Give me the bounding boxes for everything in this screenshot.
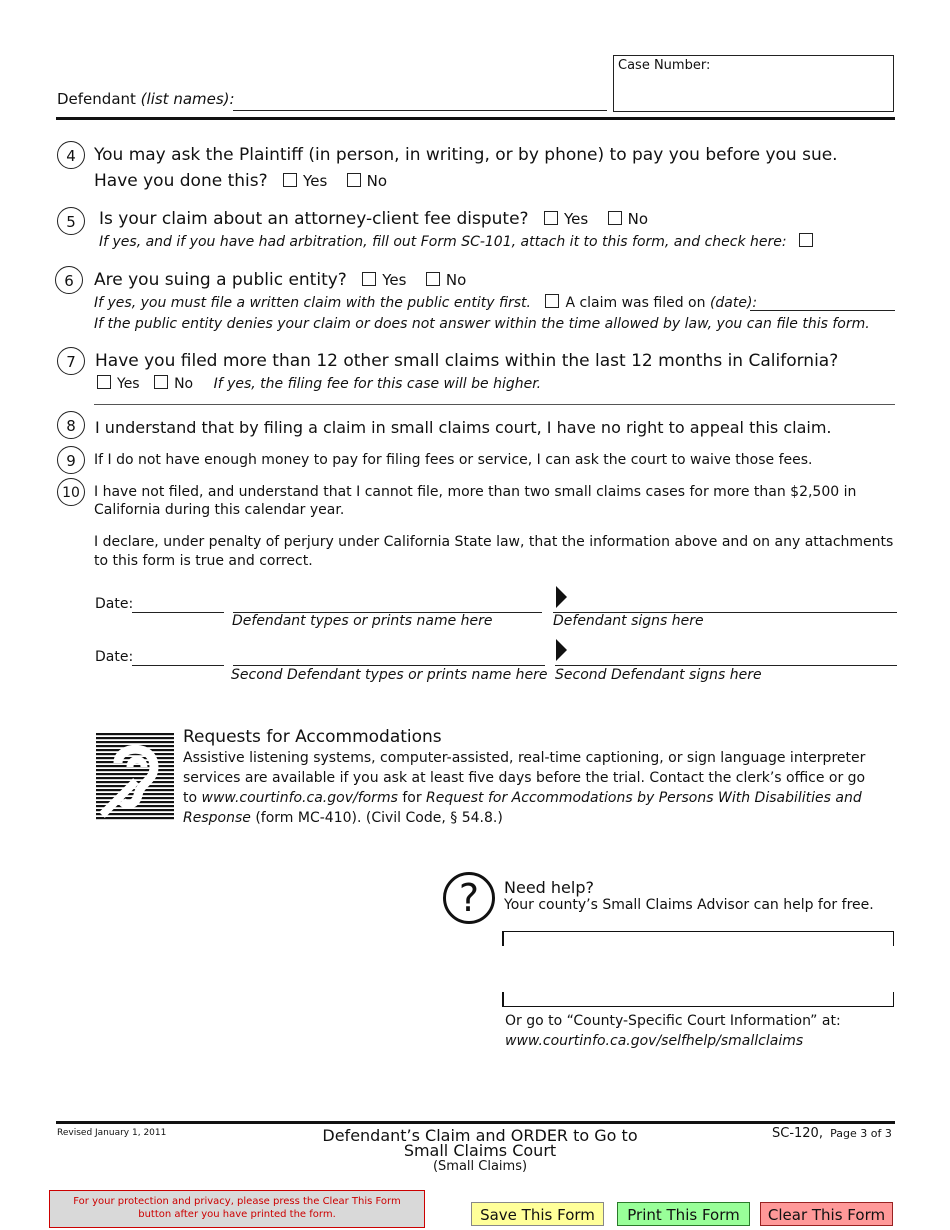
q5-sub: If yes, and if you have had arbitration, fill out Form SC-101, attach it to this form, and check here: xyxy=(99,233,819,250)
q4-text: You may ask the Plaintiff (in person, in writing, or by phone) to pay you before you sue. xyxy=(94,145,838,165)
clear-form-button[interactable]: Clear This Form xyxy=(760,1202,893,1226)
item-number-10: 10 xyxy=(57,478,85,506)
declaration-text: I declare, under penalty of perjury under California State law, that the information above and on any attachments to this form is true and correct. xyxy=(94,534,894,569)
help-icon: ? xyxy=(443,872,495,924)
q6-no-checkbox[interactable] xyxy=(426,272,440,286)
q6-claim-filed-checkbox[interactable] xyxy=(545,294,559,308)
print-form-button[interactable]: Print This Form xyxy=(617,1202,750,1226)
revised-date: Revised January 1, 2011 xyxy=(57,1128,167,1138)
privacy-notice: For your protection and privacy, please press the Clear This Form button after you have printed the form. xyxy=(49,1190,425,1228)
hearing-assist-icon xyxy=(96,733,174,821)
date-label-1: Date: xyxy=(95,596,134,612)
help-title: Need help? xyxy=(504,878,594,897)
item-number-9: 9 xyxy=(57,446,85,474)
q10-text: I have not filed, and understand that I cannot file, more than two small claims cases for more than $2,500 in California during this calendar year. xyxy=(94,484,857,518)
item-number-5: 5 xyxy=(57,207,85,235)
q6-sub2: If the public entity denies your claim or does not answer within the time allowed by law, you can file this form. xyxy=(94,316,870,332)
item-number-6: 6 xyxy=(55,266,83,294)
header-rule xyxy=(56,117,895,120)
accommodations-title: Requests for Accommodations xyxy=(183,727,442,747)
second-defendant-sign-caption: Second Defendant signs here xyxy=(555,667,762,683)
page-number: Page 3 of 3 xyxy=(830,1127,892,1140)
save-form-button[interactable]: Save This Form xyxy=(471,1202,604,1226)
q7-options: Yes No If yes, the filing fee for this case will be higher. xyxy=(97,375,541,392)
defendant-signature-field[interactable] xyxy=(553,597,897,613)
item-number-8: 8 xyxy=(57,411,85,439)
help-goto: Or go to “County-Specific Court Information” at: xyxy=(505,1013,841,1029)
case-number-label: Case Number: xyxy=(618,58,711,73)
defendant-name-caption: Defendant types or prints name here xyxy=(232,613,493,629)
defendant-name-field[interactable] xyxy=(233,597,542,613)
q6-text: Are you suing a public entity? Yes No xyxy=(94,270,467,290)
accommodations-body: Assistive listening systems, computer-assisted, real-time captioning, or sign language interpreter services are available if you ask at least five days before the trial. Contact the clerk’s office or go to www.courtinfo.ca.gov/forms for Request for Accommodations by Persons With Disabilities and Response (form MC-410). (Civil Code, § 54.8.) xyxy=(183,750,866,826)
q5-no-checkbox[interactable] xyxy=(608,211,622,225)
q8-text: I understand that by filing a claim in small claims court, I have no right to appeal this claim. xyxy=(95,418,832,437)
defendant-sign-caption: Defendant signs here xyxy=(553,613,704,629)
case-number-box[interactable] xyxy=(613,55,894,112)
q9-text: If I do not have enough money to pay for filing fees or service, I can ask the court to waive those fees. xyxy=(94,452,813,468)
footer-rule xyxy=(56,1121,895,1124)
q7-text: Have you filed more than 12 other small claims within the last 12 months in California? xyxy=(95,351,839,371)
second-defendant-signature-field[interactable] xyxy=(555,650,897,666)
forms-link[interactable]: www.courtinfo.ca.gov/forms xyxy=(201,790,398,806)
q7-no-checkbox[interactable] xyxy=(154,375,168,389)
defendant-names-field[interactable] xyxy=(233,92,607,111)
q5-yes-checkbox[interactable] xyxy=(544,211,558,225)
footer-title-1: Defendant’s Claim and ORDER to Go to xyxy=(322,1126,638,1145)
footer-title-3: (Small Claims) xyxy=(432,1159,528,1174)
form-id: SC-120, Page 3 of 3 xyxy=(772,1126,892,1141)
date-field-2[interactable] xyxy=(132,650,224,666)
q5-text: Is your claim about an attorney-client fee dispute? Yes No xyxy=(99,209,649,229)
second-defendant-name-field[interactable] xyxy=(233,650,545,666)
second-defendant-name-caption: Second Defendant types or prints name here xyxy=(231,667,548,683)
defendant-label: Defendant (list names): xyxy=(57,90,235,108)
help-url[interactable]: www.courtinfo.ca.gov/selfhelp/smallclaims xyxy=(505,1033,804,1049)
q7-yes-checkbox[interactable] xyxy=(97,375,111,389)
q5-arbitration-checkbox[interactable] xyxy=(799,233,813,247)
q6-yes-checkbox[interactable] xyxy=(362,272,376,286)
advisor-info-box[interactable] xyxy=(502,931,894,1007)
help-text: Your county’s Small Claims Advisor can help for free. xyxy=(504,897,874,913)
q6-date-field[interactable] xyxy=(750,294,895,311)
footer-title-2: Small Claims Court xyxy=(403,1141,557,1160)
date-label-2: Date: xyxy=(95,649,134,665)
section-divider xyxy=(94,404,895,405)
q4-yes-checkbox[interactable] xyxy=(283,173,297,187)
q4-line2: Have you done this? Yes No xyxy=(94,171,388,191)
q4-no-checkbox[interactable] xyxy=(347,173,361,187)
date-field-1[interactable] xyxy=(132,597,224,613)
item-number-7: 7 xyxy=(57,347,85,375)
item-number-4: 4 xyxy=(57,141,85,169)
q6-sub1: If yes, you must file a written claim with the public entity first. A claim was filed on (date): xyxy=(94,295,758,311)
